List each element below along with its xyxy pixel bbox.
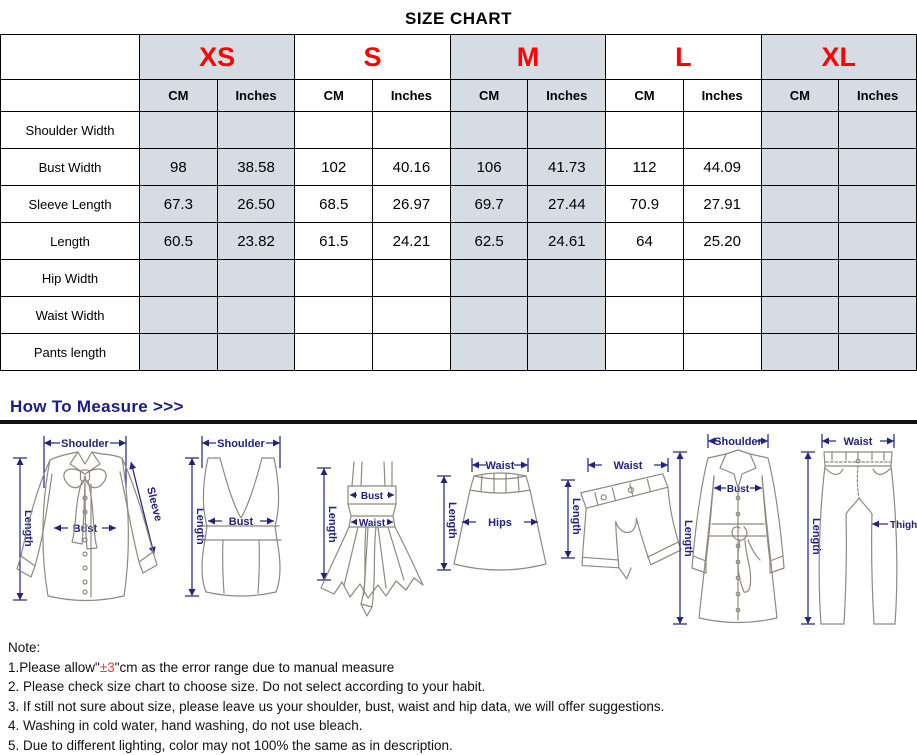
size-value-cell: 26.50: [217, 186, 295, 223]
size-value-cell: [140, 112, 218, 149]
size-value-cell: 64: [606, 223, 684, 260]
size-value-cell: 25.20: [683, 223, 761, 260]
size-value-cell: [683, 297, 761, 334]
size-value-cell: 60.5: [140, 223, 218, 260]
size-value-cell: [761, 297, 839, 334]
unit-header-inches: Inches: [683, 80, 761, 112]
notes-label: Note:: [8, 638, 917, 658]
shorts-length-label: Length: [570, 498, 582, 535]
unit-header-inches: Inches: [528, 80, 606, 112]
figure-sleeveless-top: [178, 428, 304, 628]
figure-blouse: [4, 428, 176, 628]
size-value-cell: [528, 297, 606, 334]
size-value-cell: 61.5: [295, 223, 373, 260]
divider-rule: [0, 420, 917, 424]
size-value-cell: 41.73: [528, 149, 606, 186]
size-value-cell: 27.91: [683, 186, 761, 223]
size-value-cell: 24.21: [373, 223, 451, 260]
table-row-waist-width: [1, 297, 917, 334]
size-value-cell: 62.5: [450, 223, 528, 260]
size-value-cell: [373, 112, 451, 149]
dress-length-label: Length: [326, 506, 338, 543]
note-line-5: 5. Due to different lighting, color may not 100% the same as in description.: [8, 736, 917, 755]
coat-bust-label: Bust: [727, 484, 750, 495]
size-value-cell: 44.09: [683, 149, 761, 186]
size-value-cell: [295, 297, 373, 334]
figure-coat: [664, 428, 806, 628]
size-value-cell: [839, 223, 917, 260]
size-value-cell: [528, 260, 606, 297]
row-label: Pants length: [1, 334, 140, 371]
size-value-cell: [761, 223, 839, 260]
size-value-cell: [528, 112, 606, 149]
size-header-m: M: [450, 35, 605, 80]
shorts-waist-label: Waist: [614, 460, 643, 472]
table-row-bust-width: [1, 149, 917, 186]
note-line-1: 1.Please allow"±3"cm as the error range due to manual measure: [8, 658, 917, 678]
unit-header-cm: CM: [606, 80, 684, 112]
size-value-cell: [683, 112, 761, 149]
size-value-cell: 102: [295, 149, 373, 186]
size-value-cell: [450, 334, 528, 371]
size-value-cell: [839, 297, 917, 334]
row-label: Sleeve Length: [1, 186, 140, 223]
size-value-cell: 26.97: [373, 186, 451, 223]
size-value-cell: [450, 297, 528, 334]
size-value-cell: [450, 112, 528, 149]
error-range-value: ±3: [100, 660, 115, 675]
unit-header-cm: CM: [140, 80, 218, 112]
size-value-cell: [761, 186, 839, 223]
unit-header-cm: CM: [295, 80, 373, 112]
table-row-sleeve-length: [1, 186, 917, 223]
size-value-cell: 27.44: [528, 186, 606, 223]
size-value-cell: [295, 260, 373, 297]
size-value-cell: 98: [140, 149, 218, 186]
note-line-4: 4. Washing in cold water, hand washing, do not use bleach.: [8, 716, 917, 736]
size-header-xs: XS: [140, 35, 295, 80]
size-value-cell: 70.9: [606, 186, 684, 223]
size-chart-page: [0, 9, 917, 755]
size-value-cell: [761, 260, 839, 297]
size-value-cell: [373, 334, 451, 371]
size-value-cell: 38.58: [217, 149, 295, 186]
size-value-cell: [295, 112, 373, 149]
size-header-row: [1, 35, 917, 80]
unit-header-cm: CM: [761, 80, 839, 112]
table-row-length: [1, 223, 917, 260]
pants-waist-label: Waist: [844, 436, 873, 448]
size-value-cell: 40.16: [373, 149, 451, 186]
size-value-cell: [761, 334, 839, 371]
size-value-cell: [683, 260, 761, 297]
blouse-sleeve-label: Sleeve: [144, 486, 164, 523]
size-value-cell: [217, 260, 295, 297]
size-value-cell: [606, 260, 684, 297]
skirt-length-label: Length: [446, 502, 458, 539]
size-value-cell: [217, 297, 295, 334]
table-row-shoulder-width: [1, 112, 917, 149]
top-shoulder-label: Shoulder: [217, 438, 265, 450]
blouse-length-label: Length: [22, 510, 34, 547]
size-value-cell: [839, 334, 917, 371]
size-value-cell: [683, 334, 761, 371]
unit-header-inches: Inches: [839, 80, 917, 112]
how-to-measure-heading: How To Measure >>>: [10, 397, 917, 417]
figure-skirt: [430, 428, 562, 628]
notes-block: [8, 638, 917, 755]
blouse-bust-label: Bust: [73, 523, 98, 535]
size-value-cell: 24.61: [528, 223, 606, 260]
top-length-label: Length: [194, 508, 206, 545]
size-value-cell: [217, 334, 295, 371]
size-value-cell: [295, 334, 373, 371]
corner-cell: [1, 80, 140, 112]
size-value-cell: [373, 297, 451, 334]
unit-header-inches: Inches: [217, 80, 295, 112]
unit-header-inches: Inches: [373, 80, 451, 112]
page-title: SIZE CHART: [0, 9, 917, 29]
size-header-l: L: [606, 35, 761, 80]
size-value-cell: 23.82: [217, 223, 295, 260]
size-value-cell: [839, 260, 917, 297]
size-value-cell: 112: [606, 149, 684, 186]
blouse-shoulder-label: Shoulder: [61, 438, 109, 450]
figure-dress: [306, 428, 438, 628]
unit-header-row: [1, 80, 917, 112]
note-line-3: 3. If still not sure about size, please leave us your shoulder, bust, waist and hip data, we will offer suggestions.: [8, 697, 917, 717]
size-value-cell: [839, 112, 917, 149]
row-label: Hip Width: [1, 260, 140, 297]
row-label: Bust Width: [1, 149, 140, 186]
row-label: Shoulder Width: [1, 112, 140, 149]
pants-length-label: Length: [810, 518, 822, 555]
size-value-cell: [217, 112, 295, 149]
size-header-s: S: [295, 35, 450, 80]
size-value-cell: [606, 112, 684, 149]
corner-cell: [1, 35, 140, 80]
size-value-cell: 106: [450, 149, 528, 186]
size-value-cell: 67.3: [140, 186, 218, 223]
size-value-cell: [761, 112, 839, 149]
dress-waist-label: Waist: [359, 518, 386, 529]
size-value-cell: [839, 186, 917, 223]
size-value-cell: [140, 297, 218, 334]
top-bust-label: Bust: [229, 516, 254, 528]
size-value-cell: [528, 334, 606, 371]
note-line-2: 2. Please check size chart to choose size. Do not select according to your habit.: [8, 677, 917, 697]
figure-pants: [796, 428, 917, 628]
table-row-hip-width: [1, 260, 917, 297]
table-row-pants-length: [1, 334, 917, 371]
size-table: [0, 34, 917, 371]
size-value-cell: 68.5: [295, 186, 373, 223]
skirt-hips-label: Hips: [488, 517, 512, 529]
measure-figures: [0, 428, 917, 628]
coat-length-label: Length: [682, 520, 694, 557]
size-value-cell: [140, 260, 218, 297]
row-label: Waist Width: [1, 297, 140, 334]
size-value-cell: [839, 149, 917, 186]
unit-header-cm: CM: [450, 80, 528, 112]
size-value-cell: 69.7: [450, 186, 528, 223]
skirt-waist-label: Waist: [486, 460, 515, 472]
size-value-cell: [606, 297, 684, 334]
row-label: Length: [1, 223, 140, 260]
size-value-cell: [140, 334, 218, 371]
dress-bust-label: Bust: [361, 491, 384, 502]
size-value-cell: [450, 260, 528, 297]
coat-shoulder-label: Shoulder: [714, 436, 762, 448]
pants-thigh-label: Thigh: [890, 520, 917, 531]
size-value-cell: [373, 260, 451, 297]
size-header-xl: XL: [761, 35, 917, 80]
size-value-cell: [606, 334, 684, 371]
size-value-cell: [761, 149, 839, 186]
